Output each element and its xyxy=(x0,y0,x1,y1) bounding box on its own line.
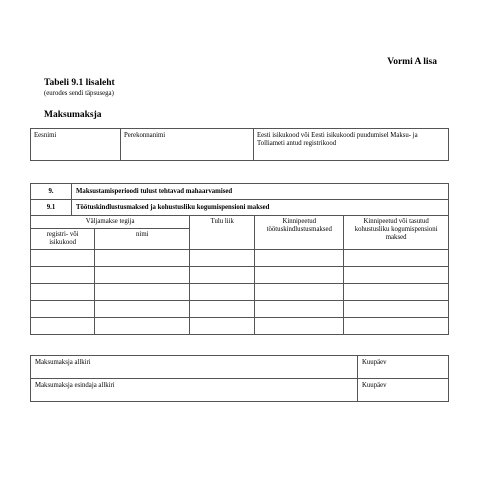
first-name-field[interactable] xyxy=(31,129,121,161)
name-cell[interactable] xyxy=(95,267,190,284)
payer-section-heading: Maksumaksja xyxy=(44,110,102,120)
reg-code-cell[interactable] xyxy=(31,284,95,301)
representative-date-label: Kuupäev xyxy=(362,382,387,389)
unemployment-cell[interactable] xyxy=(255,301,344,318)
income-type-header: Tulu liik xyxy=(190,216,255,250)
last-name-field[interactable] xyxy=(121,129,254,161)
unemployment-cell[interactable] xyxy=(255,267,344,284)
name-cell[interactable] xyxy=(95,301,190,318)
representative-signature-label: Maksumaksja esindaja allkiri xyxy=(35,382,115,389)
reg-code-cell[interactable] xyxy=(31,318,95,335)
pension-cell[interactable] xyxy=(344,301,449,318)
id-code-field[interactable] xyxy=(254,129,449,161)
withheld-unemployment-header: Kinnipeetud töötuskindlustusmaksed xyxy=(255,216,344,250)
income-type-cell[interactable] xyxy=(190,301,255,318)
payer-signature-label: Maksumaksja allkiri xyxy=(35,359,91,366)
payer-date-label: Kuupäev xyxy=(362,359,387,366)
representative-signature-field[interactable] xyxy=(31,379,358,402)
payer-signature-row xyxy=(31,356,449,379)
unemployment-cell[interactable] xyxy=(255,318,344,335)
page-subtitle: (eurodes sendi täpsusega) xyxy=(44,90,114,97)
section-number: 9. xyxy=(31,184,72,200)
deductions-table xyxy=(30,183,449,335)
section-row xyxy=(31,184,449,200)
section-title: Maksustamisperioodi tulust tehtavad mahaarvamised xyxy=(72,184,449,200)
income-type-cell[interactable] xyxy=(190,250,255,267)
subsection-row xyxy=(31,200,449,216)
income-type-cell[interactable] xyxy=(190,284,255,301)
table-row xyxy=(31,318,449,335)
reg-code-cell[interactable] xyxy=(31,267,95,284)
pension-cell[interactable] xyxy=(344,318,449,335)
table-row xyxy=(31,301,449,318)
income-type-cell[interactable] xyxy=(190,318,255,335)
unemployment-cell[interactable] xyxy=(255,250,344,267)
representative-date-field[interactable] xyxy=(358,379,449,402)
name-cell[interactable] xyxy=(95,284,190,301)
payer-group-header: Väljamakse tegija xyxy=(31,216,190,229)
signature-table xyxy=(30,355,449,402)
pension-cell[interactable] xyxy=(344,267,449,284)
table-row xyxy=(31,267,449,284)
name-cell[interactable] xyxy=(95,250,190,267)
first-name-label: Eesnimi xyxy=(34,132,57,139)
last-name-label: Perekonnanimi xyxy=(124,132,166,139)
reg-code-cell[interactable] xyxy=(31,250,95,267)
withheld-pension-header: Kinnipeetud või tasutud kohustusliku kogumispensioni maksed xyxy=(344,216,449,250)
payer-date-field[interactable] xyxy=(358,356,449,379)
name-header: nimi xyxy=(95,229,190,250)
id-code-label: Eesti isikukood või Eesti isikukoodi puudumisel Maksu- ja Tolliameti antud registrikood xyxy=(257,132,418,147)
form-reference: Vormi A lisa xyxy=(387,57,437,67)
name-cell[interactable] xyxy=(95,318,190,335)
page-title: Tabeli 9.1 lisaleht xyxy=(44,78,115,88)
subsection-number: 9.1 xyxy=(31,200,72,216)
table-row xyxy=(31,284,449,301)
subsection-title: Töötuskindlustusmaksed ja kohustusliku kogumispensioni maksed xyxy=(72,200,449,216)
representative-signature-row xyxy=(31,379,449,402)
pension-cell[interactable] xyxy=(344,250,449,267)
payer-signature-field[interactable] xyxy=(31,356,358,379)
reg-code-header: registri- või isikukood xyxy=(31,229,95,250)
payer-info-table xyxy=(30,128,449,161)
reg-code-cell[interactable] xyxy=(31,301,95,318)
income-type-cell[interactable] xyxy=(190,267,255,284)
header-row xyxy=(31,216,449,229)
unemployment-cell[interactable] xyxy=(255,284,344,301)
pension-cell[interactable] xyxy=(344,284,449,301)
table-row xyxy=(31,250,449,267)
